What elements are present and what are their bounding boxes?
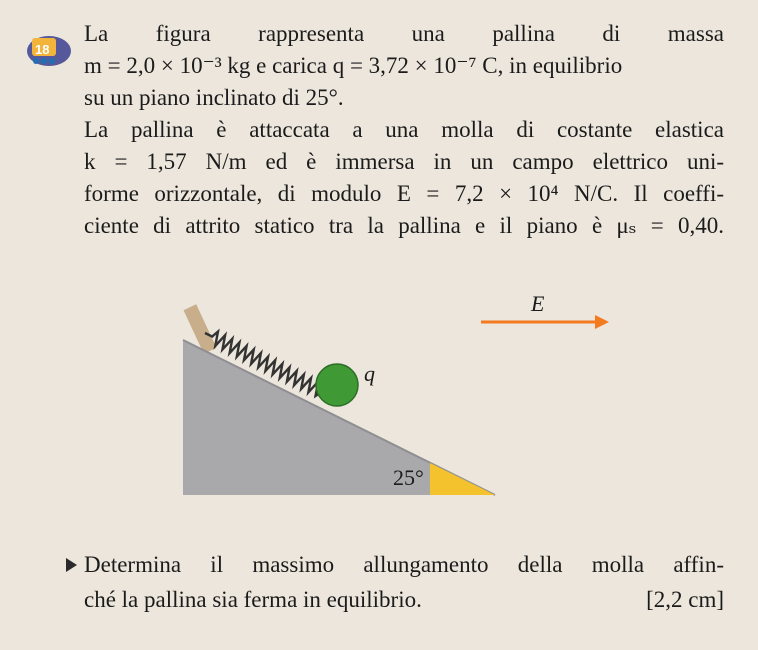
- question-line-1: Determina il massimo allungamento della molla affin-: [84, 552, 724, 577]
- answer-value: [2,2 cm]: [646, 587, 724, 612]
- exercise-line-2: m = 2,0 × 10⁻³ kg e carica q = 3,72 × 10⁻⁷ C, in equilibrio: [84, 53, 623, 78]
- angle-label: 25°: [393, 465, 424, 490]
- question-block: [84, 547, 724, 617]
- charge-label: q: [364, 361, 375, 386]
- exercise-number: 18: [35, 42, 50, 57]
- exercise-badge: [26, 34, 72, 68]
- exercise-line-7: ciente di attrito statico tra la pallina e il piano è μₛ = 0,40.: [84, 213, 724, 238]
- field-label: E⃗: [531, 291, 562, 316]
- incline-diagram: [175, 285, 655, 505]
- exercise-line-3: su un piano inclinato di 25°.: [84, 85, 344, 110]
- exercise-line-6: forme orizzontale, di modulo E = 7,2 × 10⁴ N/C. Il coeffi-: [84, 181, 724, 206]
- incline-figure: [175, 285, 655, 505]
- charged-ball: [316, 364, 358, 406]
- question-line-2: ché la pallina sia ferma in equilibrio.: [84, 587, 422, 612]
- exercise-line-1: La figura rappresenta una pallina di massa: [84, 21, 724, 46]
- question-bullet-icon: [66, 558, 77, 572]
- exercise-line-5: k = 1,57 N/m ed è immersa in un campo elettrico uni-: [84, 149, 724, 174]
- exercise-line-4: La pallina è attaccata a una molla di costante elastica: [84, 117, 724, 142]
- exercise-text: [84, 18, 724, 242]
- field-arrow-head: [595, 315, 609, 329]
